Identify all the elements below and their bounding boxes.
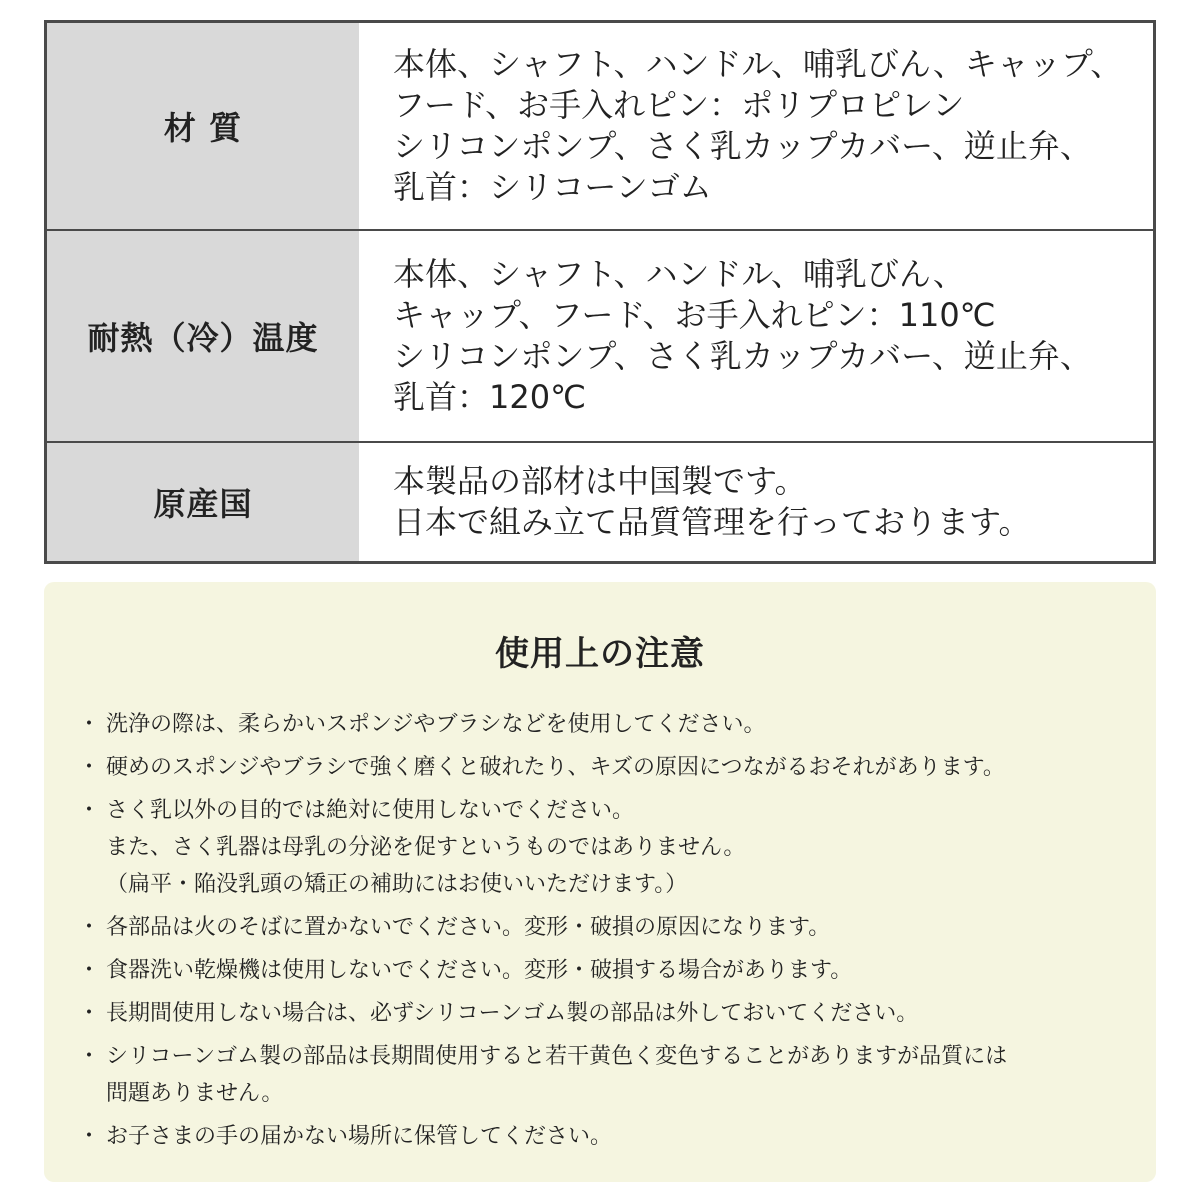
bullet-icon: ・ [78,1001,101,1026]
spec-value-line: シリコンポンプ、さく乳カップカバー、逆止弁、 [393,127,1092,165]
notice-line: 洗浄の際は、柔らかいスポンジやブラシなどを使用してください。 [106,712,766,737]
spec-value [359,23,1153,229]
spec-table [44,20,1156,564]
spec-value-line: 日本で組み立て品質管理を行っております。 [393,503,1031,541]
spec-value-line: 乳首：シリコーンゴム [393,168,712,206]
notice-line: シリコーンゴム製の部品は長期間使用すると若干黄色く変色することがありますが品質には [106,1044,1008,1069]
notice-item [74,706,1134,743]
spec-row-heat-resistance [47,231,1153,443]
notice-item [74,1038,1134,1112]
spec-value [359,231,1153,441]
notice-item [74,952,1134,989]
notice-line: お子さまの手の届かない場所に保管してください。 [106,1124,613,1149]
notice-item [74,792,1134,903]
spec-value-line: シリコンポンプ、さく乳カップカバー、逆止弁、 [393,337,1092,375]
notice-list [74,706,1134,1161]
notice-item [74,909,1134,946]
notice-line: （扁平・陥没乳頭の矯正の補助にはお使いいただけます。） [106,872,688,897]
notice-line: 長期間使用しない場合は、必ずシリコーンゴム製の部品は外しておいてください。 [106,1001,919,1026]
notice-line: 問題ありません。 [106,1081,284,1106]
bullet-icon: ・ [78,915,101,940]
bullet-icon: ・ [78,958,101,983]
spec-value-line: キャップ、フード、お手入れピン：110℃ [393,296,996,334]
spec-value-line: 本体、シャフト、ハンドル、哺乳びん、キャップ、 [393,45,1123,83]
notice-item [74,749,1134,786]
spec-label: 耐熱（冷）温度 [47,231,359,441]
spec-value [359,443,1153,561]
bullet-icon: ・ [78,1124,101,1149]
spec-value-line: フード、お手入れピン：ポリプロピレン [393,86,965,124]
spec-row-material [47,23,1153,231]
notice-line: 食器洗い乾燥機は使用しないでください。変形・破損する場合があります。 [106,958,853,983]
notice-item [74,1118,1134,1155]
spec-row-origin [47,443,1153,561]
bullet-icon: ・ [78,755,101,780]
notice-line: 各部品は火のそばに置かないでください。変形・破損の原因になります。 [106,915,831,940]
bullet-icon: ・ [78,712,101,737]
spec-label: 材 質 [47,23,359,229]
spec-label: 原産国 [47,443,359,561]
bullet-icon: ・ [78,1044,101,1069]
bullet-icon: ・ [78,798,101,823]
spec-value-line: 本製品の部材は中国製です。 [393,462,807,500]
notice-line: また、さく乳器は母乳の分泌を促すというものではありません。 [106,835,746,860]
spec-value-line: 乳首：120℃ [393,378,587,416]
notice-line: さく乳以外の目的では絶対に使用しないでください。 [106,798,635,823]
notice-line: 硬めのスポンジやブラシで強く磨くと破れたり、キズの原因につながるおそれがあります。 [106,755,1005,780]
usage-notice-box [44,582,1156,1182]
notice-item [74,995,1134,1032]
notice-title: 使用上の注意 [495,634,705,674]
spec-value-line: 本体、シャフト、ハンドル、哺乳びん、 [393,255,965,293]
